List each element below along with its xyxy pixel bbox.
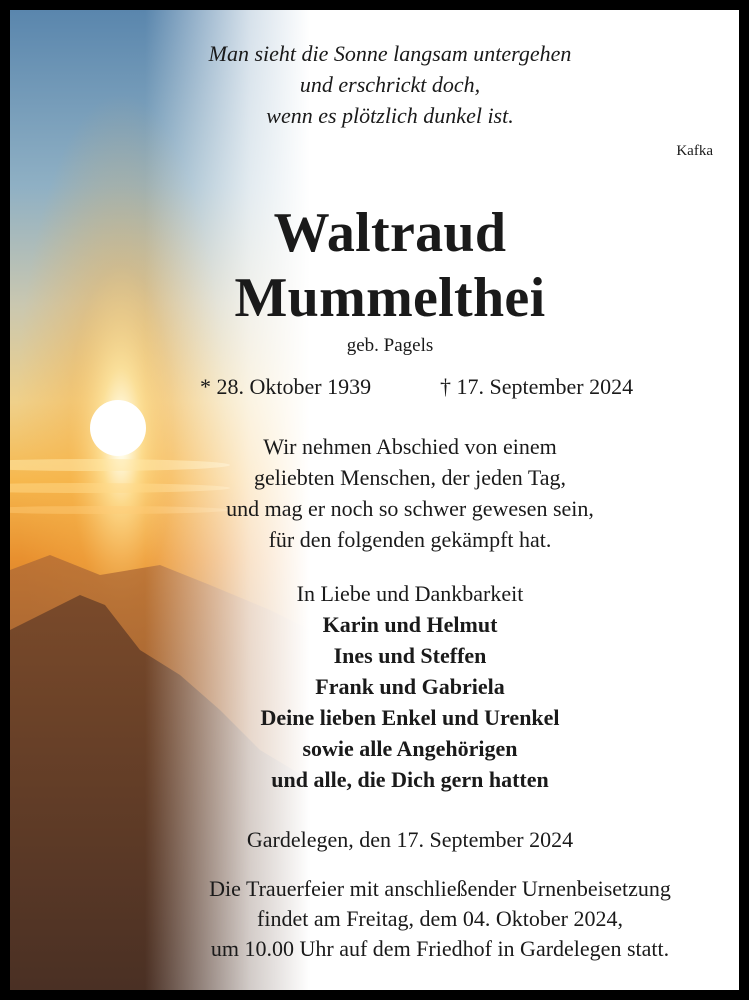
mourner-name: sowie alle Angehörigen [302,736,518,761]
quote-text [170,38,610,131]
farewell-text [150,431,670,555]
mourner-name: Frank und Gabriela [315,674,505,699]
place-and-date: Gardelegen, den 17. September 2024 [246,827,574,852]
mourner-name: Deine lieben Enkel und Urenkel [260,705,560,730]
farewell-line: Wir nehmen Abschied von einem [263,434,557,459]
service-line: um 10.00 Uhr auf dem Friedhof in Gardelegen statt. [210,936,670,961]
birth-date: * 28. Oktober 1939 [200,374,372,399]
service-line: Die Trauerfeier mit anschließender Urnenbeisetzung [209,876,671,901]
service-line: findet am Freitag, dem 04. Oktober 2024, [257,906,623,931]
deceased-last-name: Mummelthei [234,267,546,329]
quote-line: wenn es plötzlich dunkel ist. [266,103,514,128]
quote-line: und erschrickt doch, [299,72,481,97]
mourner-name: Ines und Steffen [333,643,487,668]
farewell-line: für den folgenden gekämpft hat. [268,527,552,552]
quote-line: Man sieht die Sonne langsam untergehen [208,41,572,66]
deceased-first-name: Waltraud [273,202,507,264]
funeral-service-info [140,874,740,964]
farewell-line: und mag er noch so schwer gewesen sein, [226,496,594,521]
birth-name: geb. Pagels [346,335,434,356]
quote-author: Kafka [676,143,713,159]
mourner-name: Karin und Helmut [322,612,498,637]
mourner-name: und alle, die Dich gern hatten [271,767,549,792]
mourners-intro: In Liebe und Dankbarkeit [296,581,524,606]
farewell-line: geliebten Menschen, der jeden Tag, [253,465,567,490]
death-date: † 17. September 2024 [440,374,634,399]
mourners-list [150,578,670,795]
